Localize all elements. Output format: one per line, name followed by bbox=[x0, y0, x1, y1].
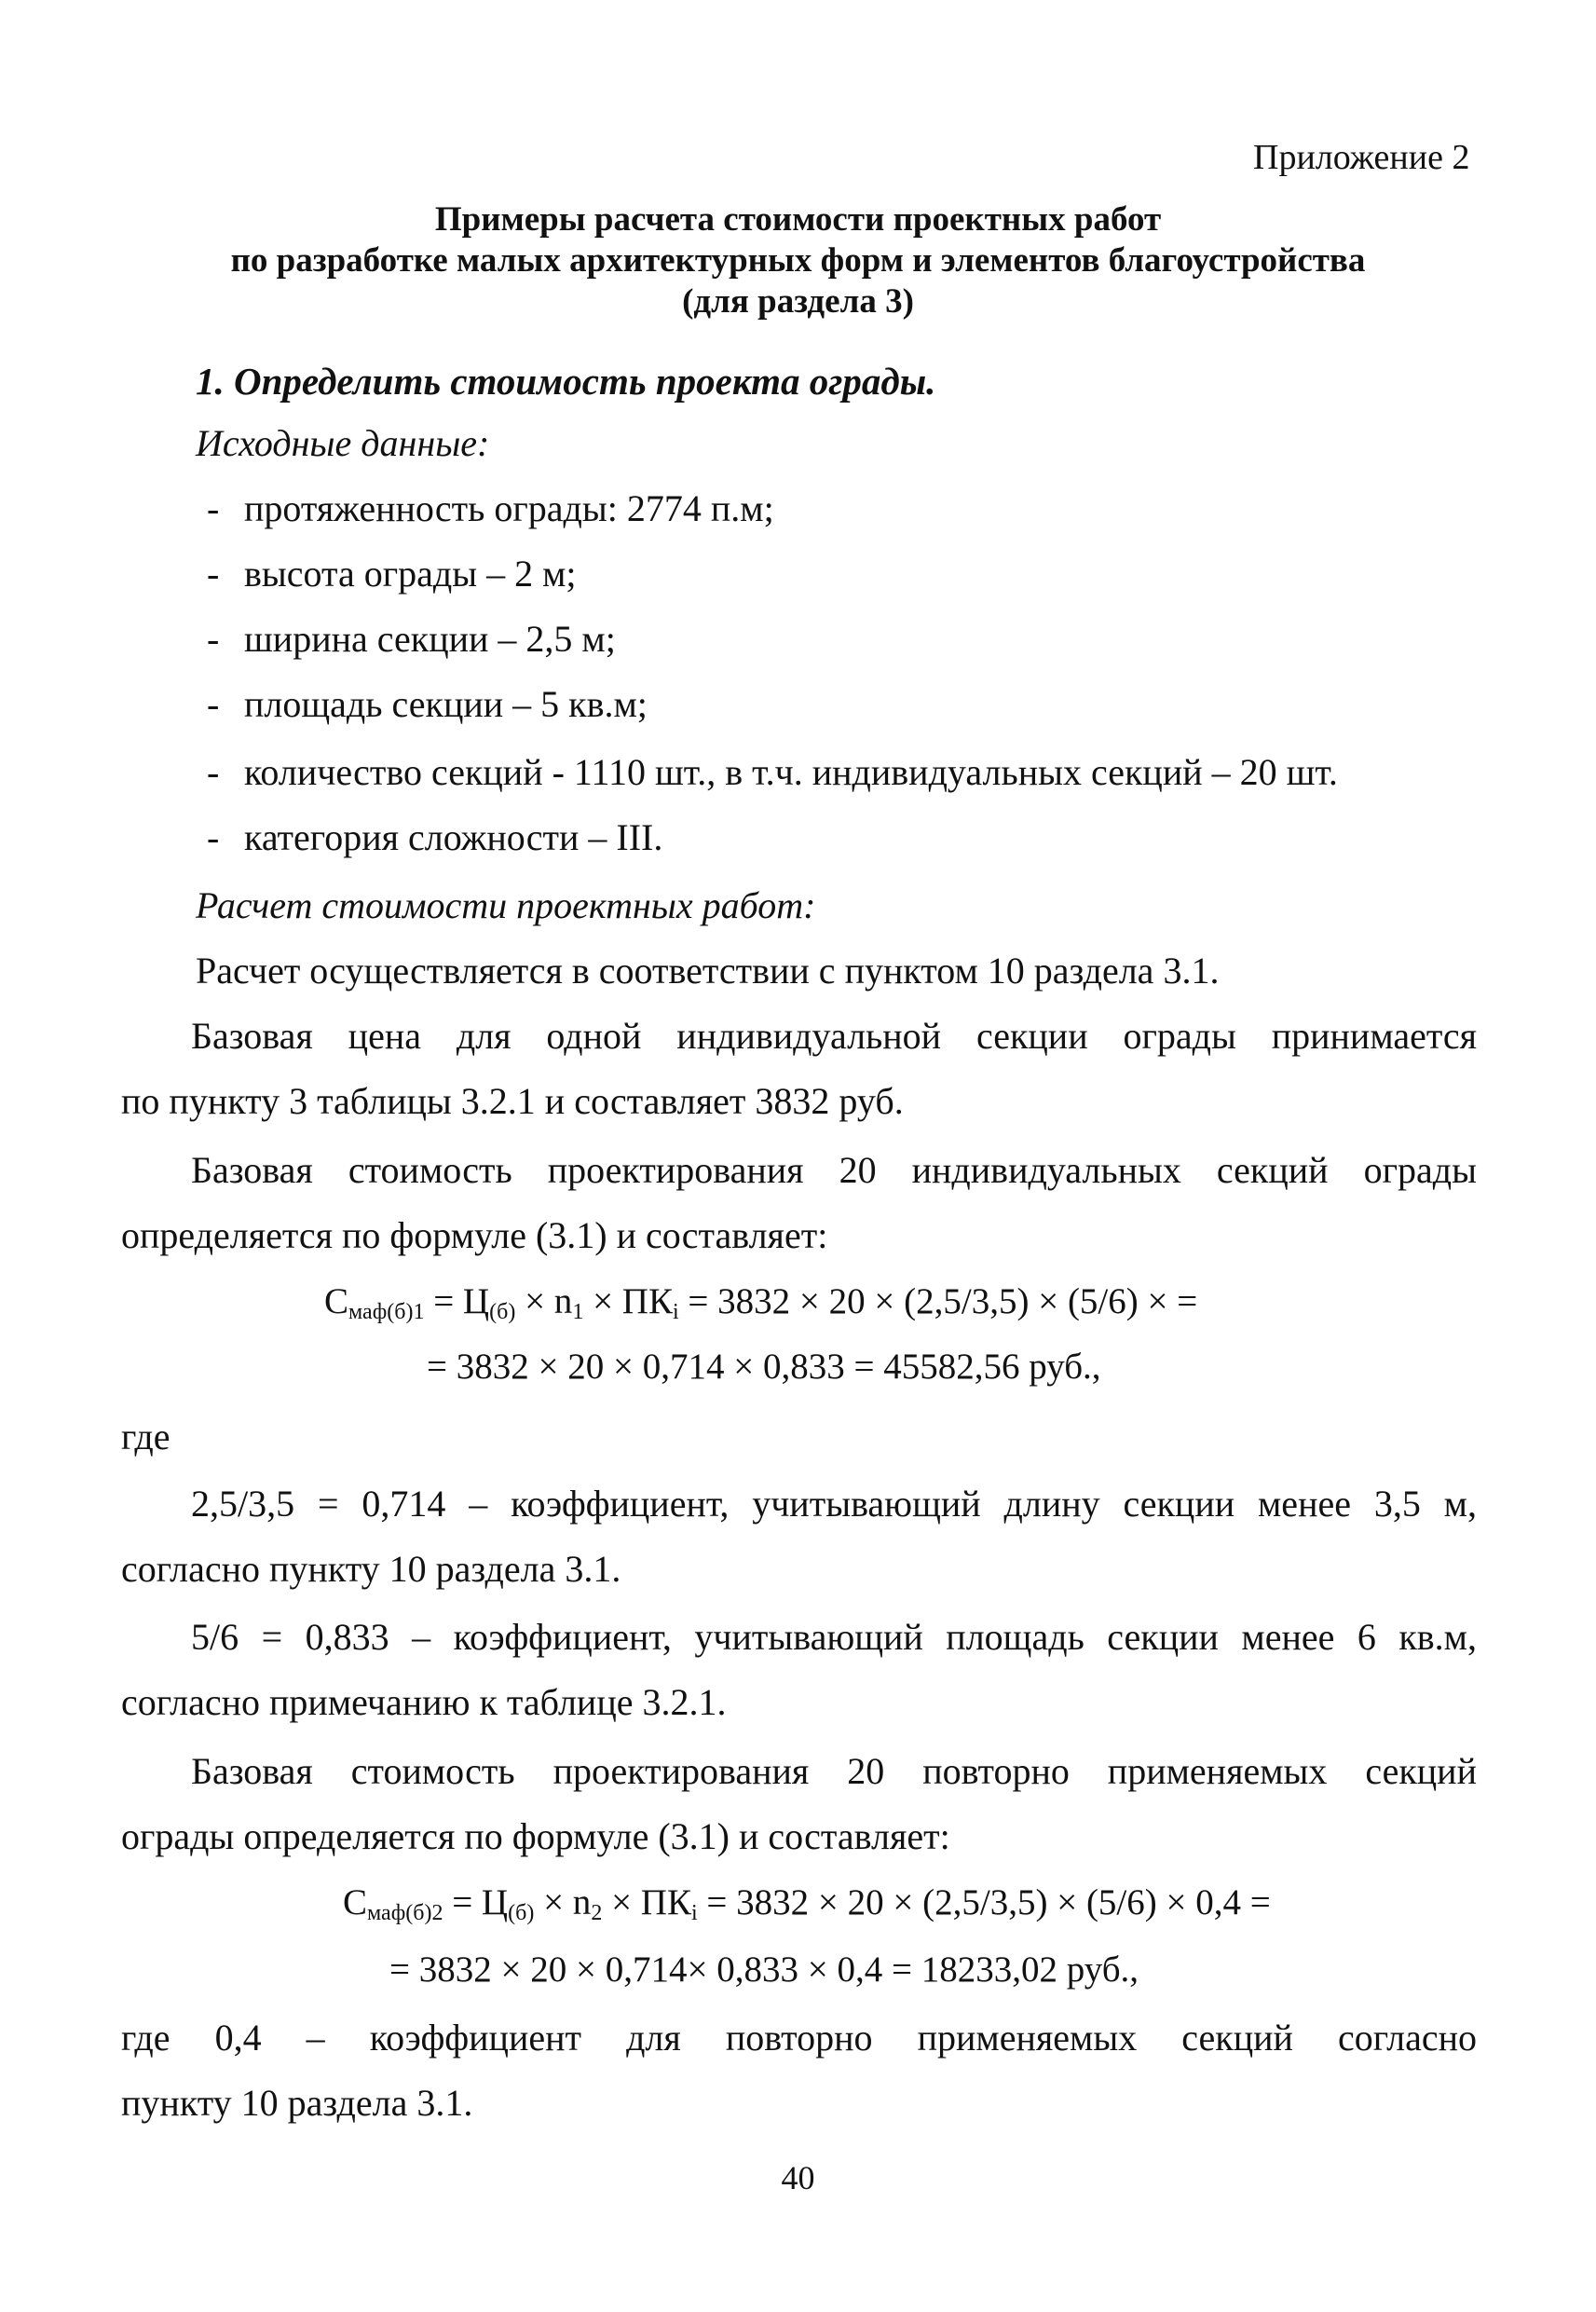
list-item: протяженность ограды: 2774 п.м; bbox=[244, 487, 774, 529]
coefficient-1-line-2: согласно пункту 10 раздела 3.1. bbox=[121, 1548, 621, 1590]
formula-2-line-2: = 3832 × 20 × 0,714× 0,833 × 0,4 = 18233,02 руб., bbox=[389, 1949, 1139, 1990]
paragraph-2-line-1: Базовая цена для одной индивидуальной секции ограды принимается bbox=[191, 1015, 1477, 1057]
paragraph-2-line-2: по пункту 3 таблицы 3.2.1 и составляет 3832 руб. bbox=[121, 1080, 904, 1122]
list-item: количество секций - 1110 шт., в т.ч. индивидуальных секций – 20 шт. bbox=[244, 751, 1338, 793]
section-heading: 1. Определить стоимость проекта ограды. bbox=[196, 360, 936, 403]
coefficient-1-line-1: 2,5/3,5 = 0,714 – коэффициент, учитывающий длину секции менее 3,5 м, bbox=[191, 1483, 1477, 1525]
coefficient-3-line-1: где 0,4 – коэффициент для повторно применяемых секций согласно bbox=[121, 2017, 1477, 2059]
paragraph-1: Расчет осуществляется в соответствии с пунктом 10 раздела 3.1. bbox=[196, 950, 1220, 992]
list-item: категория сложности – III. bbox=[244, 816, 663, 858]
list-bullet: - bbox=[207, 553, 220, 595]
where-label: где bbox=[121, 1416, 171, 1457]
paragraph-3-line-1: Базовая стоимость проектирования 20 индивидуальных секций ограды bbox=[191, 1149, 1477, 1191]
formula-1-line-2: = 3832 × 20 × 0,714 × 0,833 = 45582,56 руб., bbox=[427, 1347, 1101, 1387]
list-bullet: - bbox=[207, 816, 220, 858]
list-bullet: - bbox=[207, 618, 220, 660]
title-line-3: (для раздела 3) bbox=[682, 282, 914, 321]
list-item: площадь секции – 5 кв.м; bbox=[244, 683, 648, 725]
coefficient-3-line-2: пункту 10 раздела 3.1. bbox=[121, 2082, 473, 2124]
appendix-label: Приложение 2 bbox=[1253, 138, 1470, 177]
title-line-2: по разработке малых архитектурных форм и элементов благоустройства bbox=[230, 241, 1366, 280]
title-line-1: Примеры расчета стоимости проектных работ bbox=[434, 200, 1162, 239]
input-data-heading: Исходные данные: bbox=[196, 422, 490, 464]
list-bullet: - bbox=[207, 683, 220, 725]
coefficient-2-line-2: согласно примечанию к таблице 3.2.1. bbox=[121, 1681, 727, 1723]
paragraph-3-line-2: определяется по формуле (3.1) и составляет: bbox=[121, 1214, 828, 1256]
coefficient-2-line-1: 5/6 = 0,833 – коэффициент, учитывающий площадь секции менее 6 кв.м, bbox=[191, 1616, 1477, 1658]
page-number: 40 bbox=[781, 2159, 815, 2196]
paragraph-4-line-1: Базовая стоимость проектирования 20 повторно применяемых секций bbox=[191, 1750, 1477, 1792]
list-bullet: - bbox=[207, 751, 220, 793]
list-item: ширина секции – 2,5 м; bbox=[244, 618, 616, 660]
list-bullet: - bbox=[207, 487, 220, 529]
list-item: высота ограды – 2 м; bbox=[244, 553, 577, 595]
formula-1-line-1: $С_{маф(б)1} = Ц_{(б)} \times n_1 \times ПК_i = 3832 \times 20 \times (2,5/3,5) \times (5/6)$ × = bbox=[324, 1281, 1198, 1324]
calculation-heading: Расчет стоимости проектных работ: bbox=[196, 884, 816, 926]
paragraph-4-line-2: ограды определяется по формуле (3.1) и составляет: bbox=[121, 1815, 950, 1857]
formula-2-line-1: $С_{маф(б)2} = Ц_{(б)} \times n_2 \times ПК_i = 3832 \times 20 \times (2,5/3,5) \times (5/6) \times 0,4$ = bbox=[343, 1882, 1271, 1925]
